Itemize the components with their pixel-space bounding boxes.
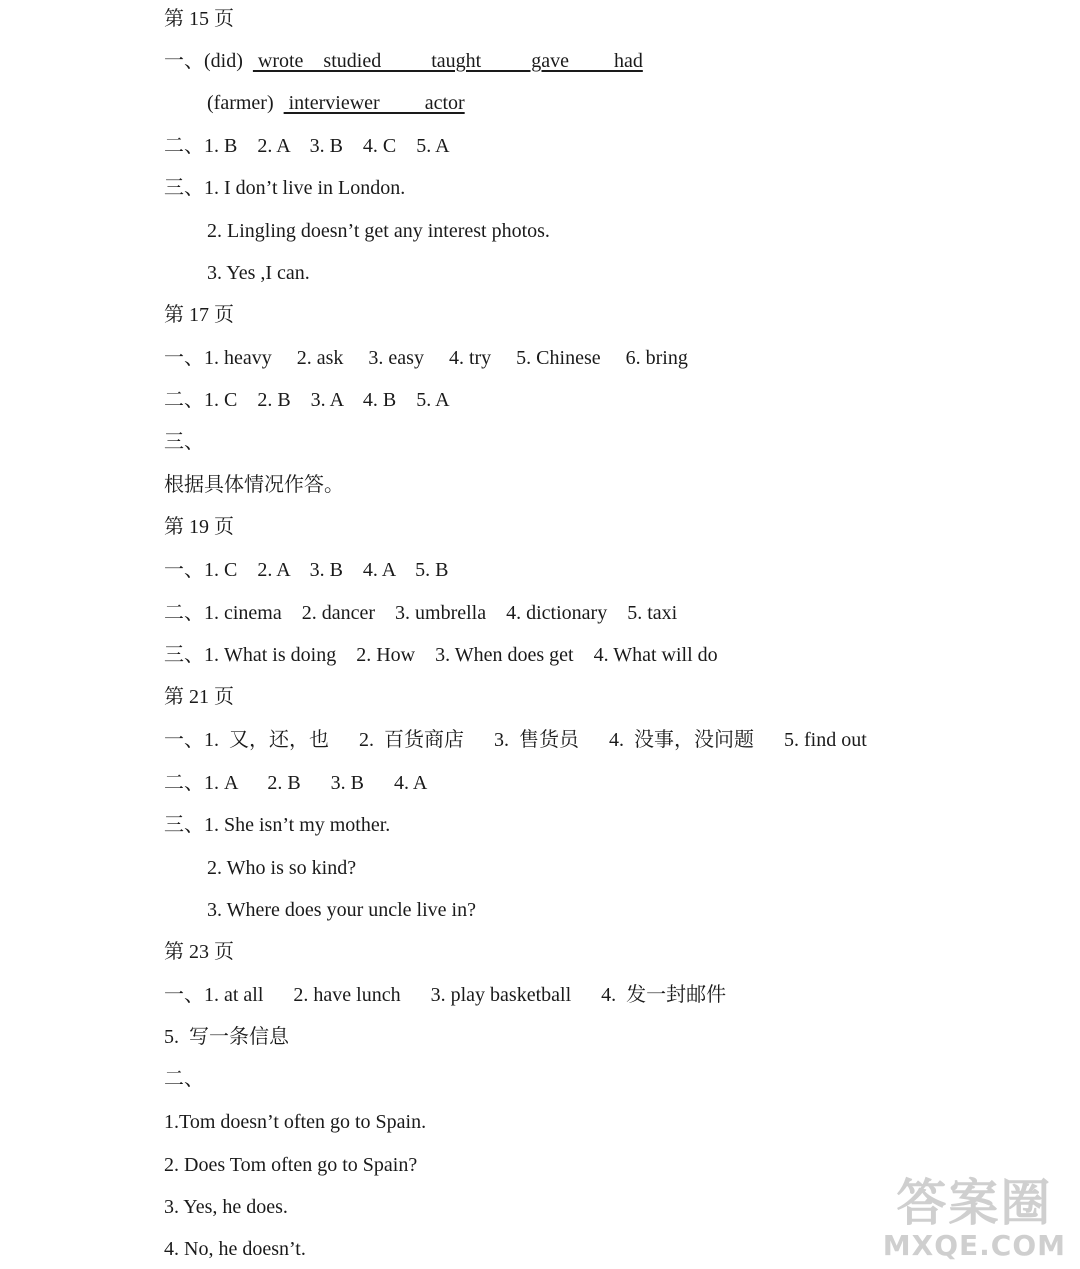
answer-line: 第 15 页 — [164, 8, 234, 30]
answer-line: 3. Where does your uncle live in? — [207, 899, 476, 921]
answer-line: 二、1. A 2. B 3. B 4. A — [164, 772, 428, 794]
answer-line: 一、1. 又，还，也 2. 百货商店 3. 售货员 4. 没事，没问题 5. find out — [164, 729, 867, 751]
answer-line: 二、1. B 2. A 3. B 4. C 5. A — [164, 135, 450, 157]
answer-line: 二、1. C 2. B 3. A 4. B 5. A — [164, 389, 450, 411]
underlined-answers: wrote studied taught gave had — [252, 50, 643, 72]
answer-line: 3. Yes, he does. — [164, 1196, 288, 1218]
answer-line: 第 21 页 — [164, 686, 234, 708]
underlined-answers: interviewer actor — [283, 92, 465, 114]
answer-line: 二、 — [164, 1068, 204, 1090]
answer-line: 1.Tom doesn’t often go to Spain. — [164, 1111, 427, 1133]
answer-line: 2. Who is so kind? — [207, 857, 357, 879]
answer-line: 三、1. She isn’t my mother. — [164, 814, 391, 836]
answer-line: 第 23 页 — [164, 941, 234, 963]
answer-line: 4. No, he doesn’t. — [164, 1238, 306, 1260]
answer-line: 三、 — [164, 431, 204, 453]
answer-line: 一、1. C 2. A 3. B 4. A 5. B — [164, 559, 449, 581]
answer-line: 一、1. at all 2. have lunch 3. play basketball 4. 发一封邮件 — [164, 984, 727, 1006]
answer-line: 2. Does Tom often go to Spain? — [164, 1154, 418, 1176]
answer-line: 第 19 页 — [164, 516, 234, 538]
answer-line: 三、1. I don’t live in London. — [164, 177, 406, 199]
answer-line: 2. Lingling doesn’t get any interest photos. — [207, 220, 550, 242]
answer-line: 一、1. heavy 2. ask 3. easy 4. try 5. Chinese 6. bring — [164, 347, 688, 369]
answer-line: 第 17 页 — [164, 304, 234, 326]
answer-line: 根据具体情况作答。 — [164, 474, 344, 496]
watermark-url: MXQE.COM — [882, 1229, 1066, 1262]
answer-line: 二、1. cinema 2. dancer 3. umbrella 4. dictionary 5. taxi — [164, 602, 678, 624]
answer-line: 三、1. What is doing 2. How 3. When does get 4. What will do — [164, 644, 718, 666]
answer-line: 5. 写一条信息 — [164, 1026, 289, 1048]
answer-line — [164, 49, 643, 73]
answer-line — [207, 91, 465, 115]
answer-line: 3. Yes ,I can. — [207, 262, 310, 284]
watermark-logo: 答案圈 — [896, 1174, 1053, 1232]
answer-label: (farmer) — [207, 92, 284, 114]
answer-label: 一、(did) — [164, 50, 253, 72]
watermark — [883, 1175, 1066, 1261]
